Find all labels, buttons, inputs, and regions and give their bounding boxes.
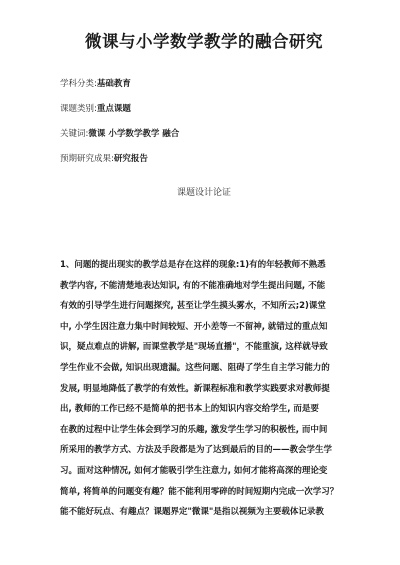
meta-label: 学科分类: xyxy=(60,79,97,89)
body-line: 发展, 明显地降低了教学的有效性。新课程标准和教学实践要求对教师提 xyxy=(60,383,330,394)
meta-value: 研究报告 xyxy=(113,154,148,164)
body-line: 在教的过程中让学生体会到学习的乐趣, 激发学生学习的积极性, 而中间 xyxy=(60,424,328,435)
body-line: 简单, 将简单的问题变有趣？能不能利用零碎的时间短期内完成一次学习？ xyxy=(60,486,339,497)
meta-category xyxy=(60,103,348,115)
body-paragraph xyxy=(60,255,348,523)
body-line: 学生作业不会做, 知识出现遗漏。这些问题、阻碍了学生自主学习能力的 xyxy=(60,362,330,373)
meta-label: 关键词: xyxy=(60,129,89,139)
project-meta xyxy=(60,78,348,165)
body-line: 中, 小学生因注意力集中时间较短、开小差等一不留神, 就错过的重点知 xyxy=(60,321,328,332)
meta-keywords xyxy=(60,128,348,140)
meta-value: 微课 小学数学教学 融合 xyxy=(88,129,180,139)
meta-label: 课题类别: xyxy=(60,104,97,114)
meta-value: 基础教育 xyxy=(96,79,131,89)
meta-subject xyxy=(60,78,348,90)
body-line: 教学内容, 不能清楚地表达知识, 有的不能准确地对学生提出问题, 不能 xyxy=(60,280,326,291)
body-line: 识，疑点难点的讲解, 而课堂教学是"现场直播"，不能重演, 这样就导致 xyxy=(60,342,328,353)
document-title: 微课与小学数学教学的融合研究 xyxy=(85,32,323,51)
meta-value: 重点课题 xyxy=(96,104,131,114)
meta-expected-outcome xyxy=(60,153,348,165)
body-line: 习。面对这种情况, 如何才能吸引学生注意力, 如何才能将高深的理论变 xyxy=(60,465,328,476)
body-line: 出, 教师的工作已经不是简单的把书本上的知识内容交给学生, 而是要 xyxy=(60,404,319,415)
section-title: 课题设计论证 xyxy=(176,188,231,198)
body-line: 1、问题的提出现实的教学总是存在这样的现象:1)有的年轻教师不熟悉 xyxy=(60,260,326,270)
body-line: 所采用的教学方式、方法及手段都是为了达到最后的目的——教会学生学 xyxy=(60,445,333,456)
body-line: 有效的引导学生进行问题探究, 甚至让学生摸头雾水，不知所云;2)课堂 xyxy=(60,301,326,312)
meta-label: 预期研究成果: xyxy=(60,154,114,164)
body-line: 能不能好玩点、有趣点？课题界定"微课"是指以视频为主要载体记录教 xyxy=(60,507,324,518)
